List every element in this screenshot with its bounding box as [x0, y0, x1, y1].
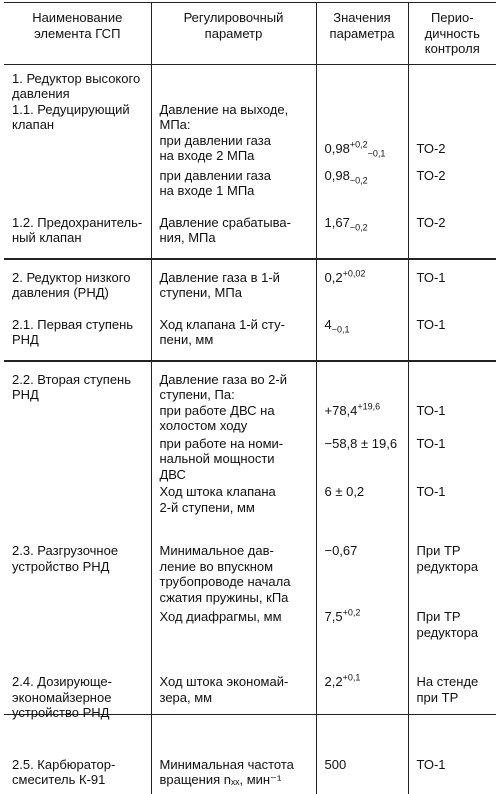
table-row: [4, 259, 496, 301]
parameter-cell: Давление на выходе, МПа: при давлении газа на входе 2 МПа: [151, 64, 316, 166]
element-name-cell: 2.1. Первая ступень РНД: [12, 316, 134, 347]
value-upper-tolerance: +0,1: [342, 672, 361, 683]
header-element-name: Наименование элемента ГСП: [4, 2, 151, 64]
parameter-cell: Давление газа во 2-й ступени, Па: при работе ДВС на холостом ходу: [151, 361, 316, 434]
table-row: [4, 301, 496, 361]
value-cell: [316, 482, 408, 527]
parameter-cell: Давление срабатыва- ния, МПа: [151, 201, 316, 259]
header-periodicity: Перио- дичность контроля: [408, 2, 496, 64]
table-header: [4, 2, 496, 64]
periodicity-cell: ТО-1: [408, 361, 496, 434]
value-main: 4: [324, 316, 332, 332]
periodicity-cell: ТО-2: [408, 64, 496, 166]
header-values: Значения параметра: [316, 2, 408, 64]
value-cell: [316, 64, 408, 166]
periodicity-cell: ТО-2: [408, 201, 496, 259]
value-cell: [316, 201, 408, 259]
table-row: [4, 527, 496, 607]
parameter-cell: при работе на номи- нальной мощности ДВС: [151, 434, 316, 483]
periodicity-cell: ТО-1: [408, 482, 496, 527]
value-upper-tolerance: +19,6: [357, 401, 381, 412]
value-cell: [316, 166, 408, 201]
value-lower-tolerance: −0,2: [349, 222, 368, 233]
periodicity-cell: ТО-1: [408, 301, 496, 361]
value-upper-tolerance: +0,02: [342, 268, 366, 279]
table-row: [4, 658, 496, 741]
table-row: [4, 434, 496, 483]
value-cell: [316, 741, 408, 794]
value-upper-tolerance: +0,2: [342, 607, 361, 618]
value-cell: [316, 607, 408, 658]
periodicity-cell: При ТР редуктора: [408, 527, 496, 607]
value-cell: [316, 434, 408, 483]
periodicity-cell: ТО-1: [408, 741, 496, 794]
parameter-cell: Ход штока экономай- зера, мм: [151, 658, 316, 741]
table-row: [4, 64, 496, 166]
value-main: 500: [324, 756, 347, 772]
value-main: +78,4: [324, 402, 358, 418]
periodicity-cell: ТО-2: [408, 166, 496, 201]
value-main: 0,98: [324, 167, 350, 183]
table-row: [4, 607, 496, 658]
value-main: 1,67: [324, 214, 350, 230]
value-upper-tolerance: +0,2: [349, 139, 368, 150]
value-main: −0,67: [324, 543, 358, 558]
periodicity-cell: ТО-1: [408, 434, 496, 483]
value-main: 6 ± 0,2: [324, 484, 365, 499]
element-name-cell: 1.2. Предохранитель- ный клапан: [12, 214, 143, 245]
element-name-cell: [4, 434, 151, 483]
header-parameter: Регулировочный параметр: [151, 2, 316, 64]
value-cell: [316, 658, 408, 741]
element-name-cell: [4, 166, 151, 201]
value-cell: [316, 301, 408, 361]
value-cell: [316, 527, 408, 607]
parameter-cell: Давление газа в 1-й ступени, МПа: [151, 259, 316, 301]
value-main: 2,2: [324, 674, 343, 689]
parameter-cell: Ход диафрагмы, мм: [151, 607, 316, 658]
value-lower-tolerance: −0,1: [367, 148, 386, 159]
element-name-cell: 2.2. Вторая ступень РНД: [4, 361, 151, 434]
parameter-cell: Минимальное дав- ление во впускном трубопроводе начала сжатия пружины, кПа: [151, 527, 316, 607]
table-row: [4, 166, 496, 201]
element-name-cell: [4, 607, 151, 658]
value-main: 0,2: [324, 269, 343, 285]
table-row: [4, 741, 496, 794]
periodicity-cell: При ТР редуктора: [408, 607, 496, 658]
value-cell: [316, 259, 408, 301]
value-main: 0,98: [324, 140, 350, 156]
table-body: [4, 64, 496, 794]
table-row: [4, 482, 496, 527]
value-lower-tolerance: −0,2: [349, 175, 368, 186]
parameter-cell: Минимальная частота вращения nₓₓ, мин⁻¹: [151, 741, 316, 794]
element-name-cell: 2. Редуктор низкого давления (РНД): [4, 259, 151, 301]
parameter-cell: при давлении газа на входе 1 МПа: [151, 166, 316, 201]
parameters-table: [4, 2, 496, 794]
value-lower-tolerance: −0,1: [331, 324, 350, 335]
periodicity-cell: ТО-1: [408, 259, 496, 301]
element-name-cell: 2.5. Карбюратор- смеситель К-91: [12, 756, 116, 787]
table-row: [4, 201, 496, 259]
value-main: −58,8 ± 19,6: [324, 435, 398, 451]
element-name-cell: 2.3. Разгрузочное устройство РНД: [12, 543, 119, 574]
table-row: [4, 361, 496, 434]
value-main: 7,5: [324, 609, 343, 624]
element-name-cell: [4, 482, 151, 527]
value-cell: [316, 361, 408, 434]
parameter-cell: Ход клапана 1-й сту- пени, мм: [151, 301, 316, 361]
element-name-cell: 2.4. Дозирующе- экономайзерное устройство РНД: [12, 674, 112, 720]
element-name-cell: 1. Редуктор высокого давления 1.1. Редуцирующий клапан: [12, 70, 141, 132]
parameter-cell: Ход штока клапана 2-й ступени, мм: [151, 482, 316, 527]
periodicity-cell: На стенде при ТР: [408, 658, 496, 741]
